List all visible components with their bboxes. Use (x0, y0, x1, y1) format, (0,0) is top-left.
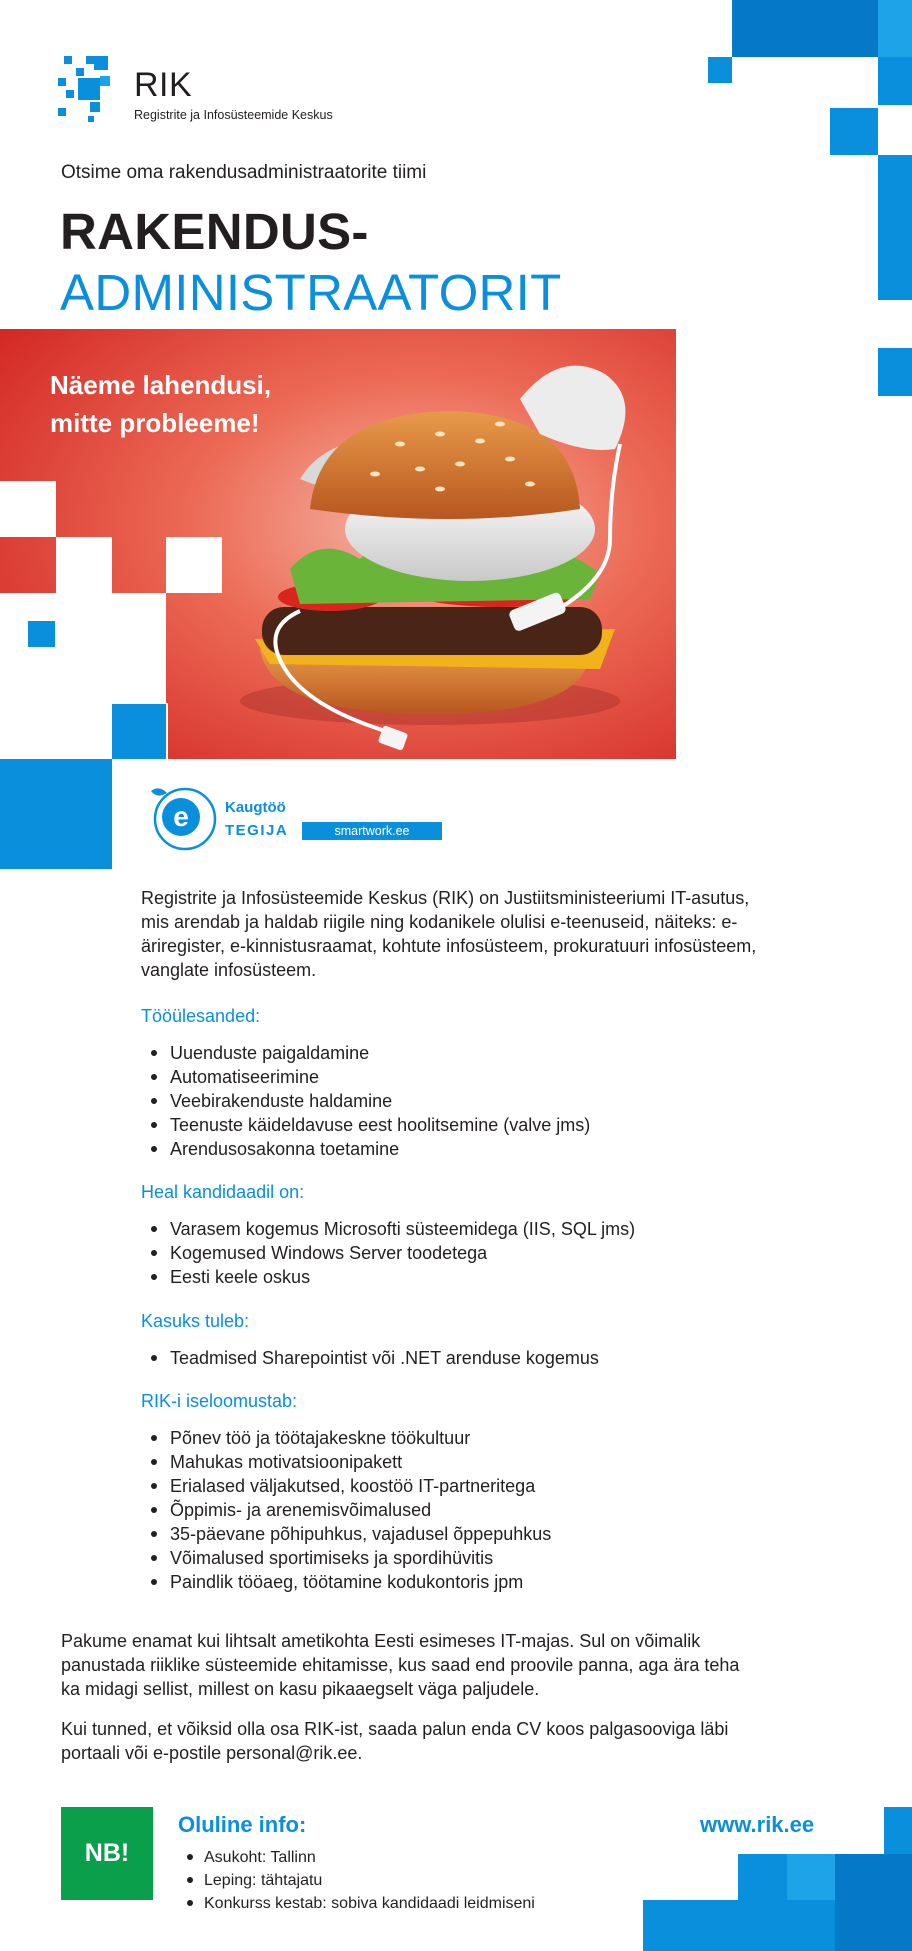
section-heading: Heal kandidaadil on: (141, 1182, 305, 1202)
section-tooulesanded (141, 1006, 801, 1161)
nb-badge: NB! (61, 1807, 153, 1900)
section-heading: RIK-i iseloomustab: (141, 1391, 298, 1411)
apply-line: portaali või e-postile personal@rik.ee. (61, 1743, 363, 1763)
smartwork-link[interactable]: smartwork.ee (302, 822, 442, 840)
page-title-line2: ADMINISTRAATORIT (60, 264, 562, 321)
rik-logo-icon (58, 56, 124, 122)
badge-kaugtoo: Kaugtöö (225, 799, 286, 816)
list-item: Teadmised Sharepointist või .NET arenduse kogemus (141, 1346, 801, 1370)
list-item: Kogemused Windows Server toodetega (141, 1241, 801, 1265)
list-item: Õppimis- ja arenemisvõimalused (141, 1498, 801, 1522)
section-kasuks-tuleb (141, 1311, 801, 1370)
description-line: Registrite ja Infosüsteemide Keskus (RIK) on Justiitsministeeriumi IT-asutus, (141, 888, 750, 908)
list-item: Mahukas motivatsioonipakett (141, 1450, 801, 1474)
list-item: Veebirakenduste haldamine (141, 1089, 801, 1113)
description-line: äriregister, e-kinnistusraamat, kohtute infosüsteem, prokuratuuri infosüsteem, (141, 936, 757, 956)
intro-text: Otsime oma rakendusadministraatorite tiimi (61, 162, 427, 183)
list-item: Uuenduste paigaldamine (141, 1041, 801, 1065)
logo-subtitle: Registrite ja Infosüsteemide Keskus (134, 108, 333, 122)
list-item: Varasem kogemus Microsofti süsteemidega (IIS, SQL jms) (141, 1217, 801, 1241)
offer-line: ka midagi sellist, millest on kasu pikaaegselt väga paljudele. (61, 1679, 540, 1699)
info-list (178, 1846, 535, 1915)
offer-line: Pakume enamat kui lihtsalt ametikohta Eesti esimeses IT-majas. Sul on võimalik (61, 1631, 701, 1651)
list-item: Põnev töö ja töötajakeskne töökultuur (141, 1426, 801, 1450)
list-item: Teenuste käideldavuse eest hoolitsemine (valve jms) (141, 1113, 801, 1137)
description-block (141, 886, 801, 982)
badge-tegija: TEGIJA (225, 822, 289, 839)
list-item: 35-päevane põhipuhkus, vajadusel õppepuhkus (141, 1522, 801, 1546)
info-heading: Oluline info: (178, 1812, 307, 1837)
apply-paragraph (61, 1717, 821, 1765)
info-item: Leping: tähtajatu (178, 1869, 535, 1892)
apply-line: Kui tunned, et võiksid olla osa RIK-ist, saada palun enda CV koos palgasooviga läbi (61, 1719, 729, 1739)
hero-slogan (50, 366, 350, 442)
description-line: mis arendab ja haldab riigile ning kodanikele olulisi e-teenuseid, näiteks: e- (141, 912, 738, 932)
list-item: Eesti keele oskus (141, 1265, 801, 1289)
list-item: Arendusosakonna toetamine (141, 1137, 801, 1161)
offer-paragraph (61, 1629, 821, 1701)
hero-slogan-line2: mitte probleeme! (50, 408, 260, 438)
list-item: Erialased väljakutsed, koostöö IT-partneritega (141, 1474, 801, 1498)
section-rik-iseloomustab (141, 1391, 801, 1594)
website-link[interactable]: www.rik.ee (700, 1812, 815, 1837)
page-title-line1: RAKENDUS- (60, 203, 369, 260)
description-line: vanglate infosüsteem. (141, 960, 317, 980)
list-item: Paindlik tööaeg, töötamine kodukontoris jpm (141, 1570, 801, 1594)
info-item: Asukoht: Tallinn (178, 1846, 535, 1869)
section-heading: Kasuks tuleb: (141, 1311, 250, 1331)
list-item: Võimalused sportimiseks ja spordihüvitis (141, 1546, 801, 1570)
section-heading: Tööülesanded: (141, 1006, 261, 1026)
section-heal-kandidaadil (141, 1182, 801, 1289)
hero-slogan-line1: Näeme lahendusi, (50, 370, 272, 400)
info-item: Konkurss kestab: sobiva kandidaadi leidmiseni (178, 1892, 535, 1915)
svg-text:e: e (173, 801, 189, 832)
list-item: Automatiseerimine (141, 1065, 801, 1089)
logo-name: RIK (134, 66, 193, 104)
offer-line: panustada riiklike süsteemide ehitamisse, kus saad end proovile panna, aga ära teha (61, 1655, 740, 1675)
e-leaf-icon (133, 783, 221, 853)
